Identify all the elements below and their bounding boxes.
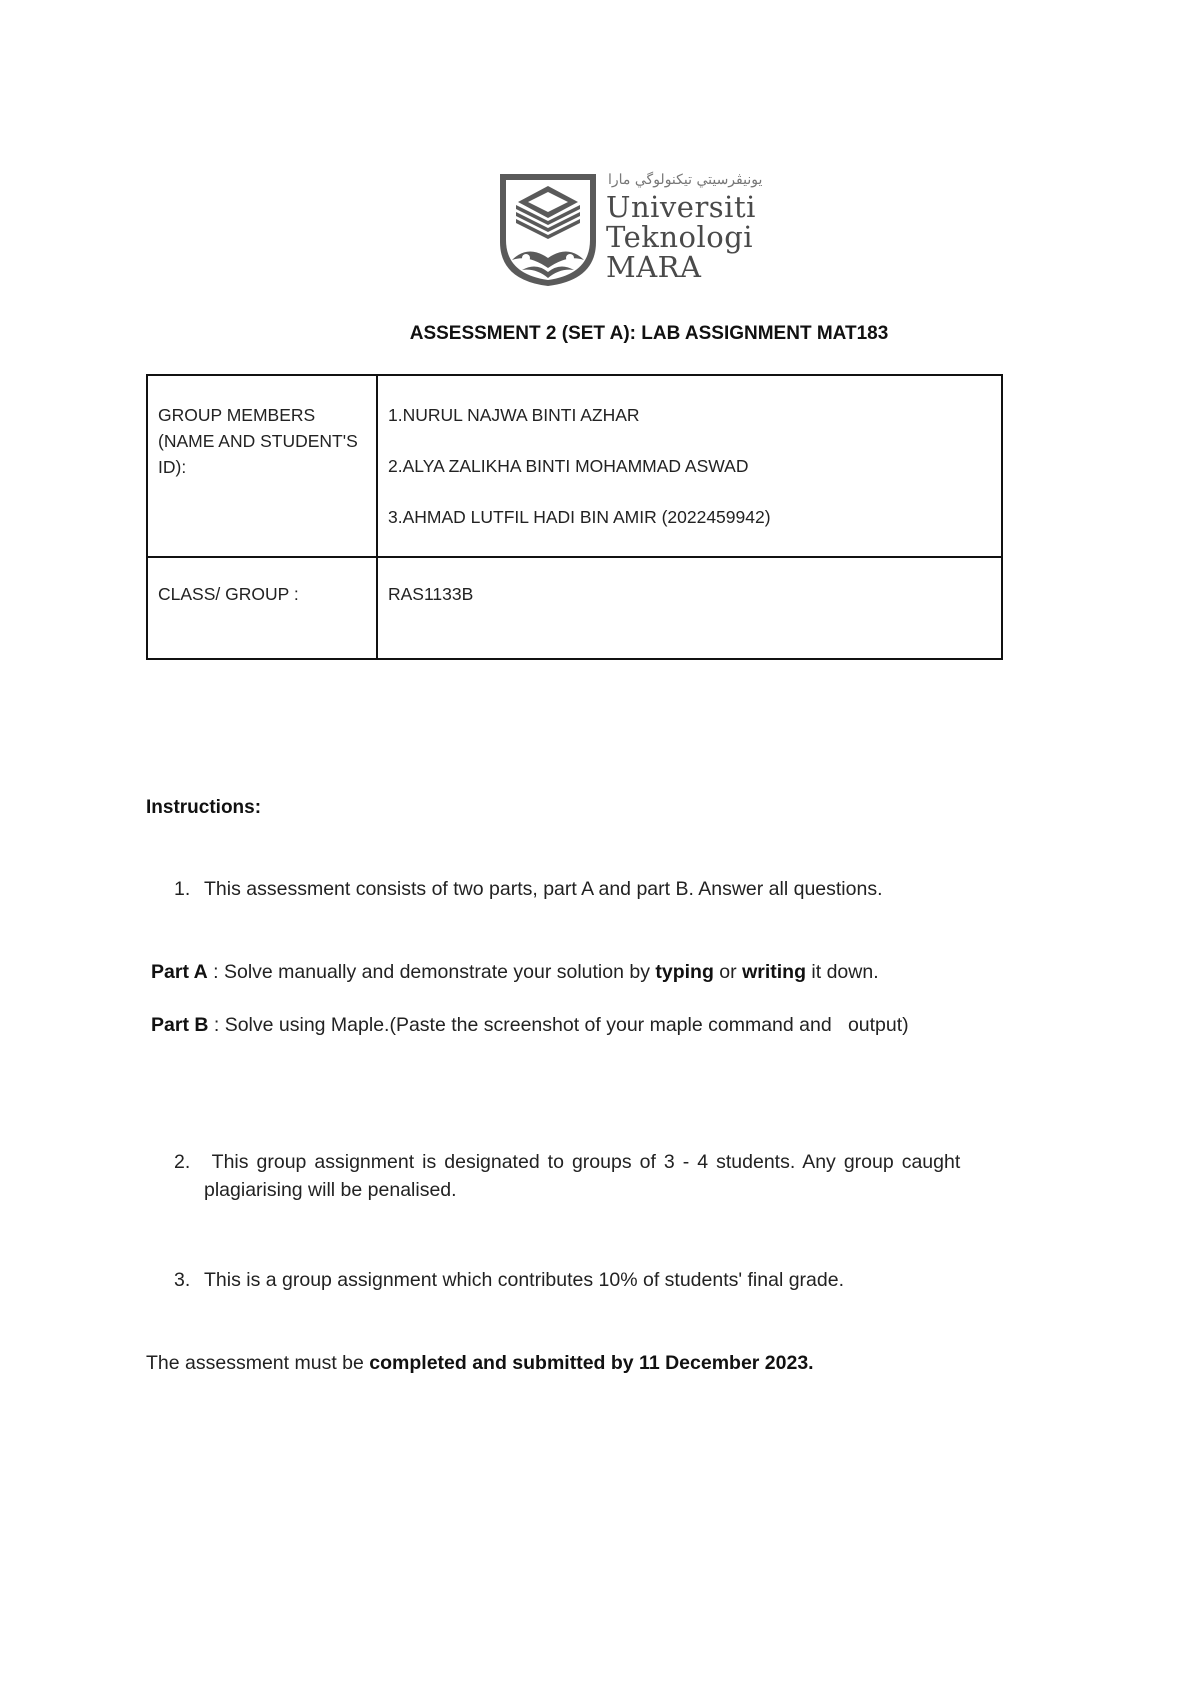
part-a-bold-writing: writing — [742, 961, 806, 983]
class-value-cell — [377, 557, 1002, 659]
deadline-statement — [146, 1352, 814, 1375]
instructions-heading: Instructions: — [146, 797, 262, 818]
instruction-item-3 — [174, 1269, 844, 1292]
part-a-instruction — [151, 961, 879, 984]
part-a-text-mid: or — [713, 961, 743, 983]
member-3: 3.AHMAD LUTFIL HADI BIN AMIR (2022459942) — [388, 507, 771, 527]
logo-wordmark — [606, 192, 756, 282]
part-a-label: Part A — [151, 961, 208, 983]
item-1-text: This assessment consists of two parts, part A and part B. Answer all questions. — [204, 878, 883, 900]
members-label: GROUP MEMBERS (NAME AND STUDENT'S ID): — [158, 405, 358, 477]
deadline-bold: completed and submitted by 11 December 2023. — [369, 1352, 814, 1374]
members-row — [147, 375, 1002, 557]
part-b-label: Part B — [151, 1014, 209, 1036]
part-b-text: : Solve using Maple.(Paste the screenshot of your maple command and output) — [208, 1014, 909, 1036]
item-2-number: 2. — [174, 1151, 191, 1173]
class-label: CLASS/ GROUP : — [158, 584, 299, 604]
part-b-instruction — [151, 1014, 909, 1037]
part-a-text-pre: : Solve manually and demonstrate your solution by — [207, 961, 656, 983]
deadline-text: The assessment must be — [146, 1352, 370, 1374]
uitm-emblem-icon — [498, 172, 598, 288]
group-info-table — [146, 374, 1003, 660]
logo-line-universiti: Universiti — [606, 190, 756, 224]
members-label-cell — [147, 375, 377, 557]
item-2-text-line2: plagiarising will be penalised. — [204, 1179, 457, 1201]
instruction-item-1 — [174, 878, 883, 901]
logo-line-mara: MARA — [606, 250, 702, 284]
item-3-number: 3. — [174, 1269, 191, 1291]
logo-line-teknologi: Teknologi — [606, 220, 754, 254]
member-1: 1.NURUL NAJWA BINTI AZHAR — [388, 405, 640, 425]
members-value-cell — [377, 375, 1002, 557]
item-2-text-line1: This group assignment is designated to groups of 3 - 4 students. Any group caught — [204, 1151, 961, 1173]
document-title: ASSESSMENT 2 (SET A): LAB ASSIGNMENT MAT183 — [409, 323, 889, 344]
member-2: 2.ALYA ZALIKHA BINTI MOHAMMAD ASWAD — [388, 456, 749, 476]
part-a-text-post: it down. — [806, 961, 879, 983]
class-row — [147, 557, 1002, 659]
class-label-cell — [147, 557, 377, 659]
part-a-bold-typing: typing — [655, 961, 714, 983]
instruction-item-2 — [174, 1151, 1062, 1202]
class-value: RAS1133B — [388, 584, 474, 604]
university-logo — [498, 172, 780, 290]
item-3-text: This is a group assignment which contributes 10% of students' final grade. — [204, 1269, 844, 1291]
logo-jawi-text: ﯾﻮﻧﯿﭭﺮﺳﯿﺘﻲ ﺗﯿﻜﻨﻮﻟﻮﮔﻲ ﻣﺎرا — [608, 172, 763, 188]
item-1-number: 1. — [174, 878, 191, 900]
